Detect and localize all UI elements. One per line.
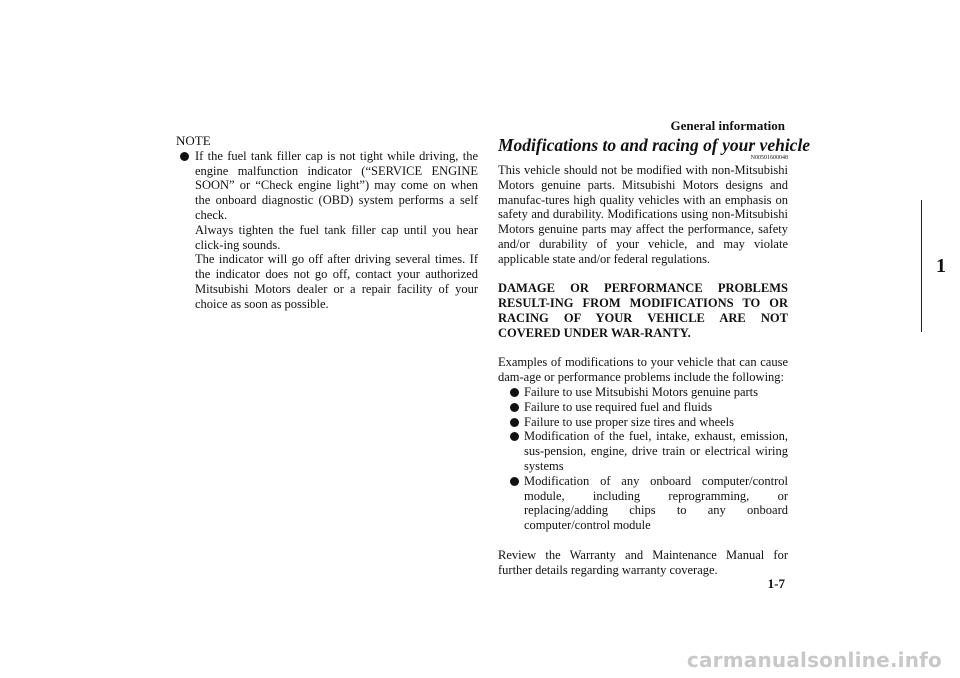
note-bullet	[180, 149, 478, 312]
running-header: General information	[670, 118, 785, 133]
page-number: 1-7	[767, 576, 785, 591]
bullet-dot-icon	[510, 432, 519, 441]
right-column	[498, 134, 811, 577]
list-item: Failure to use Mitsubishi Motors genuine parts	[510, 385, 788, 400]
intro-paragraph: This vehicle should not be modified with non-Mitsubishi Motors genuine parts. Mitsubishi Motors designs and manufac-tures high quality vehicles with an emphasis on safety and durability. Modifications using non-Mitsubishi Motors genuine parts may affect the performance, safety and/or durability of your vehicle, and may violate applicable state and/or federal regulations.	[498, 163, 788, 266]
list-item: Modification of the fuel, intake, exhaust, emission, sus-pension, engine, drive train or electrical wiring systems	[510, 429, 788, 473]
bullet-dot-icon	[510, 388, 519, 397]
examples-intro: Examples of modifications to your vehicle that can cause dam-age or performance problems include the following:	[498, 355, 788, 385]
note-label: NOTE	[176, 133, 211, 148]
list-item: Failure to use proper size tires and wheels	[510, 415, 788, 430]
chapter-number: 1	[936, 254, 946, 277]
document-code: N00501600048	[750, 155, 788, 161]
note-paragraph: The indicator will go off after driving several times. If the indicator does not go off, contact your authorized Mitsubishi Motors dealer or a repair facility of your choice as soon as possible.	[195, 252, 478, 311]
warranty-warning: DAMAGE OR PERFORMANCE PROBLEMS RESULT-ING FROM MODIFICATIONS TO OR RACING OF YOUR VEHICLE ARE NOT COVERED UNDER WAR-RANTY.	[498, 281, 788, 340]
section-title: Modifications to and racing of your vehicle	[498, 135, 811, 155]
bullet-dot-icon	[180, 152, 189, 161]
examples-list	[498, 385, 788, 533]
note-paragraph: If the fuel tank filler cap is not tight while driving, the engine malfunction indicator (“SERVICE ENGINE SOON” or “Check engine light”) may come on when the onboard diagnostic (OBD) system performs a self check.	[195, 148, 478, 222]
note-body	[195, 149, 478, 312]
list-item: Modification of any onboard computer/control module, including reprogramming, or replacing/adding chips to any onboard computer/control module	[510, 474, 788, 533]
bullet-dot-icon	[510, 403, 519, 412]
left-column	[176, 134, 478, 312]
closing-paragraph: Review the Warranty and Maintenance Manual for further details regarding warranty coverage.	[498, 547, 788, 577]
list-item: Failure to use required fuel and fluids	[510, 400, 788, 415]
watermark[interactable]: carmanualsonline.info	[686, 648, 942, 672]
bullet-dot-icon	[510, 477, 519, 486]
bullet-dot-icon	[510, 418, 519, 427]
note-paragraph: Always tighten the fuel tank filler cap until you hear click-ing sounds.	[195, 222, 478, 252]
chapter-tab[interactable]	[921, 200, 960, 332]
